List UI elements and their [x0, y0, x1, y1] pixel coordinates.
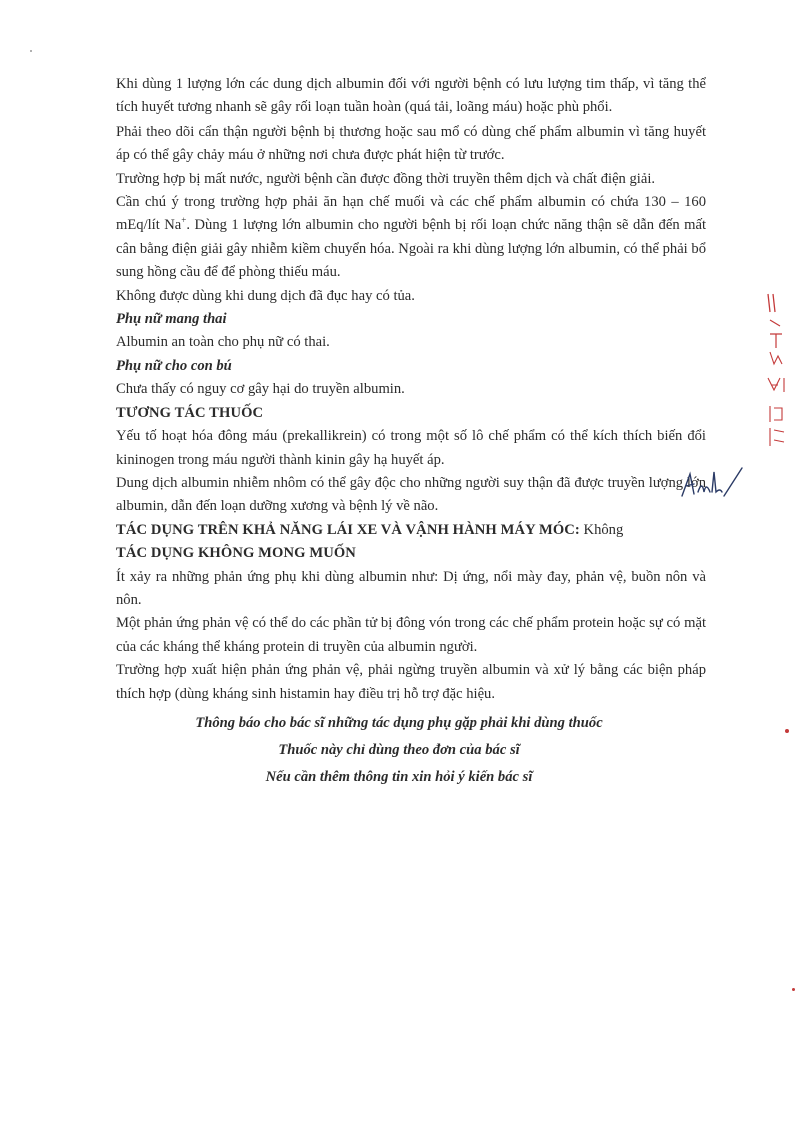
paragraph-turbid-solution: Không được dùng khi dung dịch đã đục hay có tủa.: [116, 287, 415, 304]
subheading-breastfeeding: Phụ nữ cho con bú: [116, 357, 232, 374]
subheading-pregnant: Phụ nữ mang thai: [116, 311, 227, 328]
paragraph-anaphylaxis-treatment: Trường hợp xuất hiện phản ứng phản vệ, phải ngừng truyền albumin và xử lý bằng các biện pháp thích hợp (dùng kháng sinh histamin hay điều trị hỗ trợ đặc hiệu.: [116, 662, 706, 702]
paragraph-salt-restriction: [116, 191, 706, 285]
margin-scribble-icon: [760, 290, 796, 450]
heading-driving: TÁC DỤNG TRÊN KHẢ NĂNG LÁI XE VÀ VẬNH HÀNH MÁY MÓC:: [116, 521, 580, 538]
paragraph-aluminium: Dung dịch albumin nhiễm nhôm có thể gây độc cho những người suy thận đã được truyền lượng lớn albumin, dẫn đến loạn dưỡng xương và bệnh lý về não.: [116, 474, 706, 515]
heading-drug-interactions: TƯƠNG TÁC THUỐC: [116, 404, 264, 421]
paragraph-pregnant: Albumin an toàn cho phụ nữ có thai.: [116, 334, 330, 351]
signature-scribble-icon: [676, 462, 746, 502]
driving-line: [116, 519, 706, 542]
paragraph-injured-patients: Phải theo dõi cẩn thận người bệnh bị thương hoặc sau mổ có dùng chế phẩm albumin vì tăng huyết áp có thể gây chảy máu ở những nơi chưa được phát hiện từ trước.: [116, 123, 706, 164]
margin-annotation: [760, 290, 796, 450]
paragraph-anaphylaxis-cause: Một phản ứng phản vệ có thể do các phần tử bị đông vón trong các chế phẩm protein hoặc sự có mặt của các kháng thể kháng protein di truyền của albumin người.: [116, 615, 706, 655]
document-body: [116, 73, 706, 791]
paragraph-prekallikrein: Yếu tố hoạt hóa đông máu (prekallikrein) có trong một số lô chế phẩm có thể kích thích biến đổi kininogen trong máu người thành kinin gây hạ huyết áp.: [116, 428, 706, 468]
scan-speck: [30, 50, 32, 52]
closing-note-ask-doctor: Nếu cần thêm thông tin xin hỏi ý kiến bác sĩ: [265, 768, 533, 785]
margin-dot: [785, 729, 789, 733]
margin-dot: [792, 988, 795, 991]
paragraph-cardiac-output: Khi dùng 1 lượng lớn các dung dịch albumin đối với người bệnh có lưu lượng tim thấp, vì tăng thể tích huyết tương nhanh sẽ gây rối loạn tuần hoàn (quá tải, loãng máu) hoặc phù phổi.: [116, 76, 706, 116]
paragraph-breastfeeding: Chưa thấy có nguy cơ gây hại do truyền albumin.: [116, 381, 405, 398]
sodium-superscript: +: [181, 215, 187, 226]
closing-note-prescription: Thuốc này chỉ dùng theo đơn của bác sĩ: [278, 741, 520, 758]
heading-side-effects: TÁC DỤNG KHÔNG MONG MUỐN: [116, 545, 356, 562]
paragraph-dehydration: Trường hợp bị mất nước, người bệnh cần được đồng thời truyền thêm dịch và chất điện giải.: [116, 170, 656, 187]
paragraph-side-effects-rare: Ít xảy ra những phản ứng phụ khi dùng albumin như: Dị ứng, nổi mày đay, phản vệ, buồn nôn và nôn.: [116, 568, 706, 608]
salt-text-after: . Dùng 1 lượng lớn albumin cho người bệnh bị rối loạn chức năng thận sẽ dẫn đến mất cân bằng điện giải gây nhiễm kiềm chuyển hóa. Ngoài ra khi dùng lượng lớn albumin, có thể phải bổ sung hồng cầu để để phòng thiếu máu.: [116, 217, 706, 281]
closing-note-report: Thông báo cho bác sĩ những tác dụng phụ gặp phải khi dùng thuốc: [195, 714, 603, 731]
salt-text-before: Cần chú ý trong trường hợp phải ăn hạn chế muối và các chế phẩm albumin có chứa 130 – 160 mEq/lít Na: [116, 194, 706, 234]
closing-notes: [116, 710, 706, 791]
driving-value: Không: [583, 521, 624, 538]
